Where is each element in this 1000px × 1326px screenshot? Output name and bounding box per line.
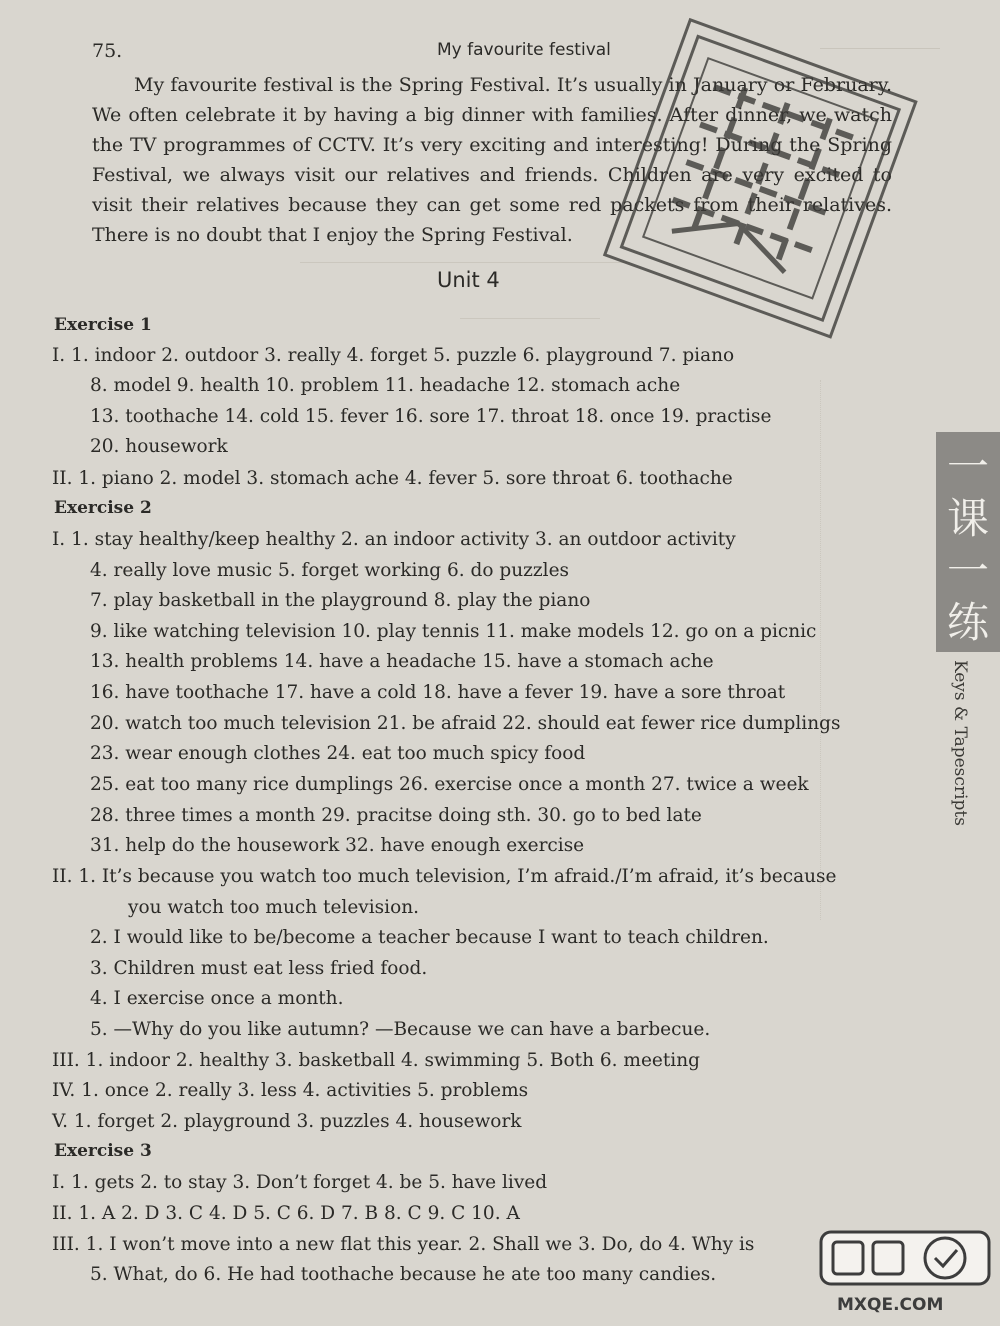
side-tab bbox=[936, 432, 1000, 652]
exercise-heading: Exercise 2 bbox=[54, 498, 152, 518]
answer-line: 5. —Why do you like autumn? —Because we can have a barbecue. bbox=[90, 1019, 711, 1040]
answer-line: 28. three times a month 29. pracitse doing sth. 30. go to bed late bbox=[90, 805, 702, 826]
side-tab-char: 课 bbox=[946, 494, 989, 543]
watermark-url: MXQE.COM bbox=[837, 1295, 944, 1315]
answer-line: 23. wear enough clothes 24. eat too much spicy food bbox=[90, 743, 586, 764]
bleed-through-text bbox=[300, 262, 630, 264]
answer-line: I. 1. stay healthy/keep healthy 2. an indoor activity 3. an outdoor activity bbox=[52, 529, 736, 550]
answer-line: II. 1. It’s because you watch too much television, I’m afraid./I’m afraid, it’s because bbox=[52, 866, 837, 887]
side-tab-char: 练 bbox=[946, 598, 989, 647]
exercise-heading: Exercise 3 bbox=[54, 1141, 152, 1161]
answer-line: 25. eat too many rice dumplings 26. exercise once a month 27. twice a week bbox=[90, 774, 809, 795]
unit-title: Unit 4 bbox=[437, 268, 500, 292]
answer-line: 13. health problems 14. have a headache 15. have a stomach ache bbox=[90, 651, 714, 672]
answer-line: 16. have toothache 17. have a cold 18. have a fever 19. have a sore throat bbox=[90, 682, 786, 703]
exercise-heading: Exercise 1 bbox=[54, 315, 152, 335]
answer-line: 8. model 9. health 10. problem 11. headache 12. stomach ache bbox=[90, 375, 681, 396]
answer-line: 20. housework bbox=[90, 436, 228, 457]
answer-line: I. 1. indoor 2. outdoor 3. really 4. forget 5. puzzle 6. playground 7. piano bbox=[52, 345, 735, 366]
side-label: Keys & Tapescripts bbox=[950, 660, 970, 826]
answer-line: V. 1. forget 2. playground 3. puzzles 4. housework bbox=[52, 1111, 522, 1132]
side-tab-char: 一 bbox=[946, 442, 989, 491]
side-tab-char: 一 bbox=[946, 546, 989, 595]
answer-line: 5. What, do 6. He had toothache because he ate too many candies. bbox=[90, 1264, 717, 1285]
essay-title: My favourite festival bbox=[437, 40, 611, 60]
answer-line: I. 1. gets 2. to stay 3. Don’t forget 4. be 5. have lived bbox=[52, 1172, 548, 1193]
bleed-through-text bbox=[820, 380, 921, 920]
answer-line: II. 1. A 2. D 3. C 4. D 5. C 6. D 7. B 8. C 9. C 10. A bbox=[52, 1203, 520, 1224]
answer-line: 4. really love music 5. forget working 6. do puzzles bbox=[90, 560, 570, 581]
answer-line: II. 1. piano 2. model 3. stomach ache 4. fever 5. sore throat 6. toothache bbox=[52, 468, 733, 489]
watermark-logo bbox=[815, 1228, 995, 1320]
answer-line: IV. 1. once 2. really 3. less 4. activities 5. problems bbox=[52, 1080, 529, 1101]
answer-line: 13. toothache 14. cold 15. fever 16. sore 17. throat 18. once 19. practise bbox=[90, 406, 772, 427]
answer-line: 3. Children must eat less fried food. bbox=[90, 958, 428, 979]
answer-line: 4. I exercise once a month. bbox=[90, 988, 344, 1009]
answer-line: 2. I would like to be/become a teacher because I want to teach children. bbox=[90, 927, 769, 948]
answer-line: 9. like watching television 10. play tennis 11. make models 12. go on a picnic bbox=[90, 621, 817, 642]
answer-line: you watch too much television. bbox=[128, 897, 420, 918]
answer-line: 20. watch too much television 21. be afraid 22. should eat fewer rice dumplings bbox=[90, 713, 841, 734]
essay-text: My favourite festival is the Spring Festival. It’s usually in January or February. We often celebrate it by having a big dinner with families. After dinner, we watch the TV programmes of CCTV. It’s very exciting and interesting! During the Spring Festival, we always visit our relatives and friends. Children are very excited to visit their relatives because they can get some red packets from their relatives. There is no doubt that I enjoy the Spring Festival. bbox=[92, 74, 892, 246]
bleed-through-text bbox=[460, 318, 600, 320]
seal-stamp bbox=[585, 10, 945, 350]
answer-line: III. 1. I won’t move into a new flat this year. 2. Shall we 3. Do, do 4. Why is bbox=[52, 1234, 755, 1255]
answer-line: 7. play basketball in the playground 8. play the piano bbox=[90, 590, 591, 611]
answer-line: 31. help do the housework 32. have enough exercise bbox=[90, 835, 585, 856]
answer-line: III. 1. indoor 2. healthy 3. basketball 4. swimming 5. Both 6. meeting bbox=[52, 1050, 700, 1071]
question-number: 75. bbox=[92, 40, 123, 62]
